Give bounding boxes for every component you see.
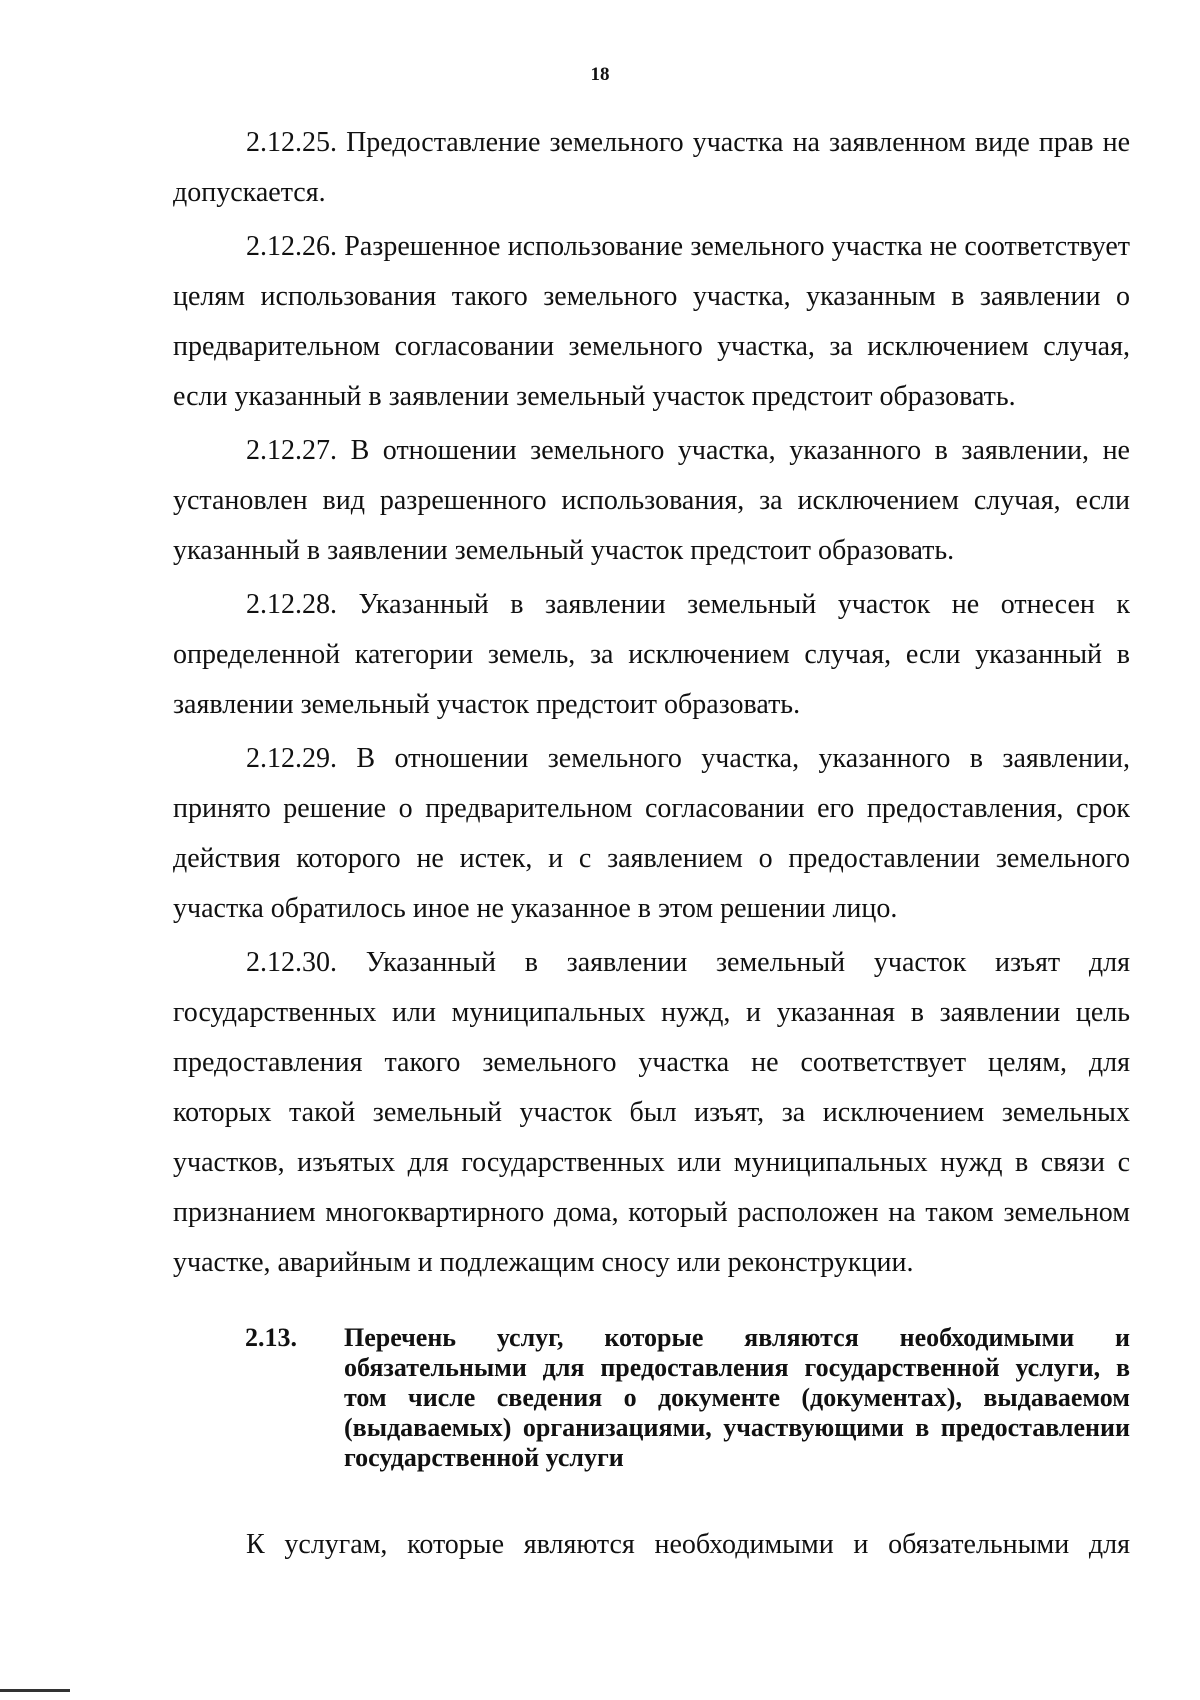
document-body xyxy=(173,118,1130,1288)
closing-paragraph: К услугам, которые являются необходимыми и обязательными для xyxy=(246,1529,1130,1560)
section-title: Перечень услуг, которые являются необходимыми и обязательными для предоставления государственной услуги, в том числе сведения о документе (документах), выдаваемом (выдаваемых) организациями, участвующими в предоставлении государственной услуги xyxy=(344,1323,1130,1472)
paragraph-2-12-25: 2.12.25. Предоставление земельного участка на заявленном виде прав не допускается. xyxy=(173,127,1130,208)
section-number: 2.13. xyxy=(245,1323,297,1352)
paragraph-2-12-29: 2.12.29. В отношении земельного участка, указанного в заявлении, принято решение о предварительном согласовании его предоставления, срок действия которого не истек, и с заявлением о предоставлении земельного участка обратилось иное не указанное в этом решении лицо. xyxy=(173,743,1130,924)
page-number: 18 xyxy=(590,64,610,85)
paragraph-2-12-28: 2.12.28. Указанный в заявлении земельный участок не отнесен к определенной категории земель, за исключением случая, если указанный в заявлении земельный участок предстоит образовать. xyxy=(173,589,1130,720)
paragraph-2-12-26: 2.12.26. Разрешенное использование земельного участка не соответствует целям использования такого земельного участка, указанным в заявлении о предварительном согласовании земельного участка, за исключением случая, если указанный в заявлении земельный участок предстоит образовать. xyxy=(173,231,1130,412)
paragraph-2-12-30: 2.12.30. Указанный в заявлении земельный участок изъят для государственных или муниципальных нужд, и указанная в заявлении цель предоставления такого земельного участка не соответствует целям, для которых такой земельный участок был изъят, за исключением земельных участков, изъятых для государственных или муниципальных нужд в связи с признанием многоквартирного дома, который расположен на таком земельном участке, аварийным и подлежащим сносу или реконструкции. xyxy=(173,947,1130,1278)
scan-edge-mark xyxy=(0,1689,70,1692)
paragraph-2-12-27: 2.12.27. В отношении земельного участка, указанного в заявлении, не установлен вид разрешенного использования, за исключением случая, если указанный в заявлении земельный участок предстоит образовать. xyxy=(173,435,1130,566)
